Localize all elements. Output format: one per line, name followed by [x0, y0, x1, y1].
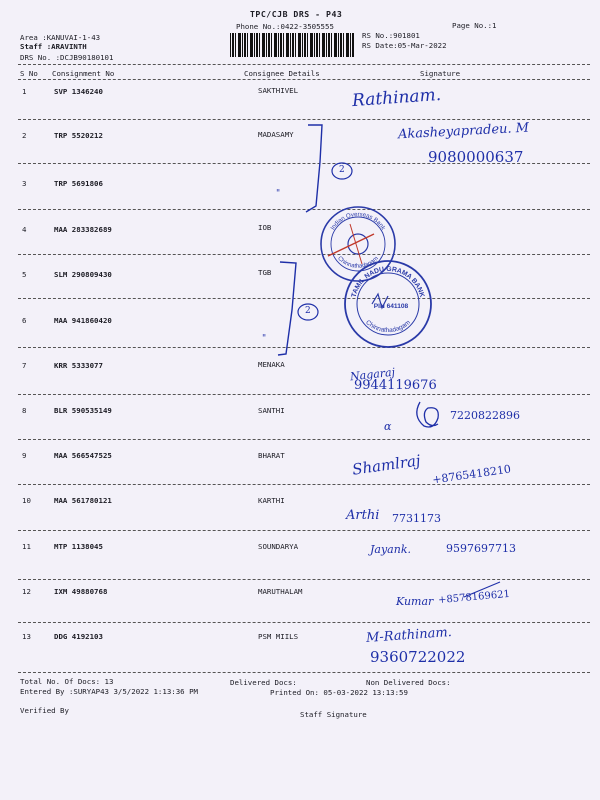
signature-row-1: Rathinam. — [351, 84, 442, 112]
staff-signature-label: Staff Signature — [300, 710, 367, 719]
row-sno: 10 — [22, 496, 31, 505]
iob-stamp-bottom-text: Chinnathadagam — [336, 255, 380, 270]
row-consignee-ditto: " — [262, 334, 267, 344]
phone-row-10: 7731173 — [392, 512, 441, 525]
phone-row-2: 9080000637 — [428, 148, 524, 166]
row-consignment: MAA 566547525 — [54, 451, 112, 460]
row-sno: 2 — [22, 131, 27, 140]
verified-by: Verified By — [20, 706, 69, 715]
row-consignment: MTP 1138045 — [54, 542, 103, 551]
phone-row-12: +8578169621 — [437, 588, 511, 607]
row-consignee: BHARAT — [258, 451, 285, 460]
row-consignee-ditto: " — [276, 189, 281, 199]
row-sno: 7 — [22, 361, 27, 370]
row-sno: 12 — [22, 587, 31, 596]
row-consignment: BLR 590535149 — [54, 406, 112, 415]
phone-row-9: +8765418210 — [431, 462, 512, 487]
total-docs: Total No. Of Docs: 13 — [20, 677, 114, 686]
non-delivered-docs: Non Delivered Docs: — [366, 678, 451, 687]
drs-number: DRS No. :DCJB90180101 — [20, 53, 114, 62]
signature-row-10: Arthi — [346, 508, 380, 523]
row-sno: 9 — [22, 451, 27, 460]
row-consignment: IXM 49880768 — [54, 587, 108, 596]
tgb-stamp-center-text: PIN 641108 — [373, 303, 409, 310]
phone-number: Phone No.:0422-3505555 — [236, 22, 334, 31]
document-title: TPC/CJB DRS - P43 — [250, 9, 343, 19]
row-sno: 11 — [22, 542, 31, 551]
row-consignee: KARTHI — [258, 496, 285, 505]
row-consignment: TRP 5520212 — [54, 131, 103, 140]
row-consignee: MADASAMY — [258, 130, 294, 139]
row-consignment: KRR 5333077 — [54, 361, 103, 370]
circle-mark-label: 2 — [305, 306, 311, 316]
staff-label: Staff :ARAVINTH — [20, 42, 87, 51]
row-consignment: MAA 561780121 — [54, 496, 112, 505]
row-consignee: TGB — [258, 268, 272, 277]
rs-date: RS Date:05-Mar-2022 — [362, 41, 447, 50]
bracket-rows-5-6 — [278, 262, 296, 355]
signature-row-13: M-Rathinam. — [365, 625, 453, 646]
row-sno: 4 — [22, 225, 27, 234]
row-consignee: IOB — [258, 223, 272, 232]
row-consignment: SLM 290809430 — [54, 270, 112, 279]
bracket-rows-2-3 — [306, 125, 322, 212]
signature-row-2: Akasheyapradeu. M — [397, 120, 530, 143]
row-sno: 6 — [22, 316, 27, 325]
signature-row-9: Shamlraj — [351, 451, 422, 479]
signature-scribble-row-8 — [417, 402, 438, 427]
entered-by: Entered By :SURYAP43 3/5/2022 1:13:36 PM — [20, 687, 198, 696]
mark-row-8: α — [384, 420, 392, 433]
printed-on: Printed On: 05-03-2022 13:13:59 — [270, 688, 408, 697]
rs-number: RS No.:901801 — [362, 31, 420, 40]
tgb-stamp-bottom-text: Chinnathadagam — [364, 319, 412, 335]
tgb-stamp-top-text: TAMIL NADU GRAMA BANK — [350, 265, 426, 299]
signature-row-11: Jayank. — [370, 543, 411, 556]
row-consignment: SVP 1346240 — [54, 87, 103, 96]
circle-mark-label: 2 — [339, 165, 345, 175]
col-header-signature: Signature — [420, 69, 461, 78]
row-consignee: MENAKA — [258, 360, 285, 369]
col-header-consignment: Consignment No — [52, 69, 115, 78]
phone-row-7: 9944119676 — [354, 378, 437, 393]
delivered-docs: Delivered Docs: — [230, 678, 297, 687]
col-header-sno: S No — [20, 69, 38, 78]
row-sno: 8 — [22, 406, 27, 415]
signature-row-12: Kumar — [396, 595, 434, 608]
signature-row-7: Nagaraj — [349, 365, 396, 384]
row-consignee: SAKTHIVEL — [258, 86, 299, 95]
row-consignment: DDG 4192103 — [54, 632, 103, 641]
row-consignment: MAA 941860420 — [54, 316, 112, 325]
col-header-consignee: Consignee Details — [244, 69, 320, 78]
tgb-stamp — [342, 258, 434, 350]
row-sno: 5 — [22, 270, 27, 279]
phone-row-11: 9597697713 — [446, 542, 516, 555]
phone-row-13: 9360722022 — [370, 648, 466, 666]
iob-stamp-top-text: Indian Overseas Bank — [330, 211, 386, 232]
area-label: Area :KANUVAI-1-43 — [20, 33, 101, 42]
row-sno: 13 — [22, 632, 31, 641]
row-sno: 3 — [22, 179, 27, 188]
phone-row-8: 7220822896 — [450, 409, 520, 422]
strike-line — [464, 582, 500, 597]
row-consignee: PSM MIILS — [258, 632, 299, 641]
row-sno: 1 — [22, 87, 27, 96]
row-consignee: SANTHI — [258, 406, 285, 415]
row-consignment: MAA 283382689 — [54, 225, 112, 234]
row-consignee: SOUNDARYA — [258, 542, 299, 551]
page-number: Page No.:1 — [452, 21, 497, 30]
row-consignment: TRP 5691806 — [54, 179, 103, 188]
row-consignee: MARUTHALAM — [258, 587, 303, 596]
